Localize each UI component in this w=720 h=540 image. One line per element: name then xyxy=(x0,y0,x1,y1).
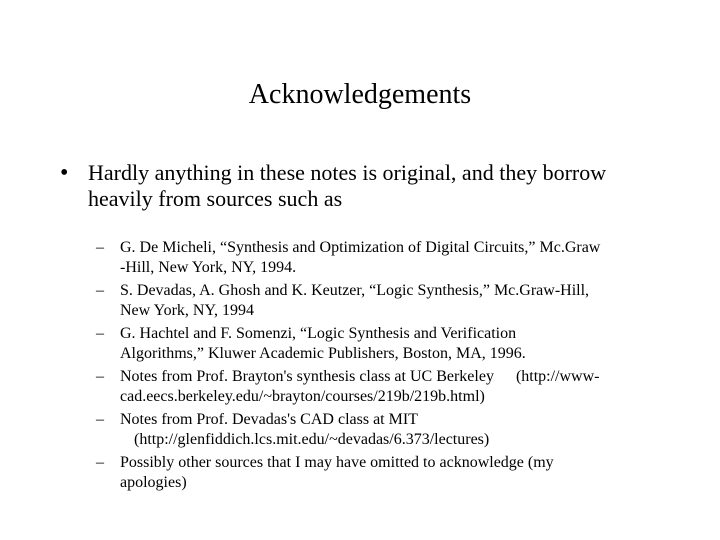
dash-marker: – xyxy=(96,411,104,428)
list-item xyxy=(96,281,680,321)
source-line: Possibly other sources that I may have omitted to acknowledge (my xyxy=(120,454,554,471)
dash-marker: – xyxy=(96,454,104,471)
source-line: apologies) xyxy=(120,474,187,491)
slide-title: Acknowledgements xyxy=(248,79,472,110)
sources-list xyxy=(96,238,680,496)
bullet-marker: • xyxy=(60,160,69,186)
source-line: New York, NY, 1994 xyxy=(120,302,254,319)
source-line: G. De Micheli, “Synthesis and Optimization of Digital Circuits,” Mc.Graw xyxy=(120,239,601,256)
bullet-text: Hardly anything in these notes is original, and they borrow heavily from sources such as xyxy=(88,160,607,211)
dash-marker: – xyxy=(96,239,104,256)
list-item xyxy=(96,453,680,493)
source-line: Algorithms,” Kluwer Academic Publishers, Boston, MA, 1996. xyxy=(120,345,526,362)
source-line: G. Hachtel and F. Somenzi, “Logic Synthesis and Verification xyxy=(120,325,517,342)
source-line: S. Devadas, A. Ghosh and K. Keutzer, “Logic Synthesis,” Mc.Graw-Hill, xyxy=(120,282,590,299)
list-item xyxy=(96,410,680,450)
dash-marker: – xyxy=(96,282,104,299)
source-line xyxy=(120,367,680,387)
list-item xyxy=(96,324,680,364)
source-url-start: (http://www- xyxy=(515,368,600,385)
list-item xyxy=(96,367,680,407)
main-bullet xyxy=(60,160,672,212)
source-line: cad.eecs.berkeley.edu/~brayton/courses/219b/219b.html) xyxy=(120,388,485,405)
list-item xyxy=(96,238,680,278)
source-line: -Hill, New York, NY, 1994. xyxy=(120,259,297,276)
dash-marker: – xyxy=(96,368,104,385)
source-line: Notes from Prof. Devadas's CAD class at MIT xyxy=(120,411,418,428)
source-text: Notes from Prof. Brayton's synthesis class at UC Berkeley xyxy=(120,368,494,385)
dash-marker: – xyxy=(96,325,104,342)
source-line: (http://glenfiddich.lcs.mit.edu/~devadas/6.373/lectures) xyxy=(134,431,490,448)
